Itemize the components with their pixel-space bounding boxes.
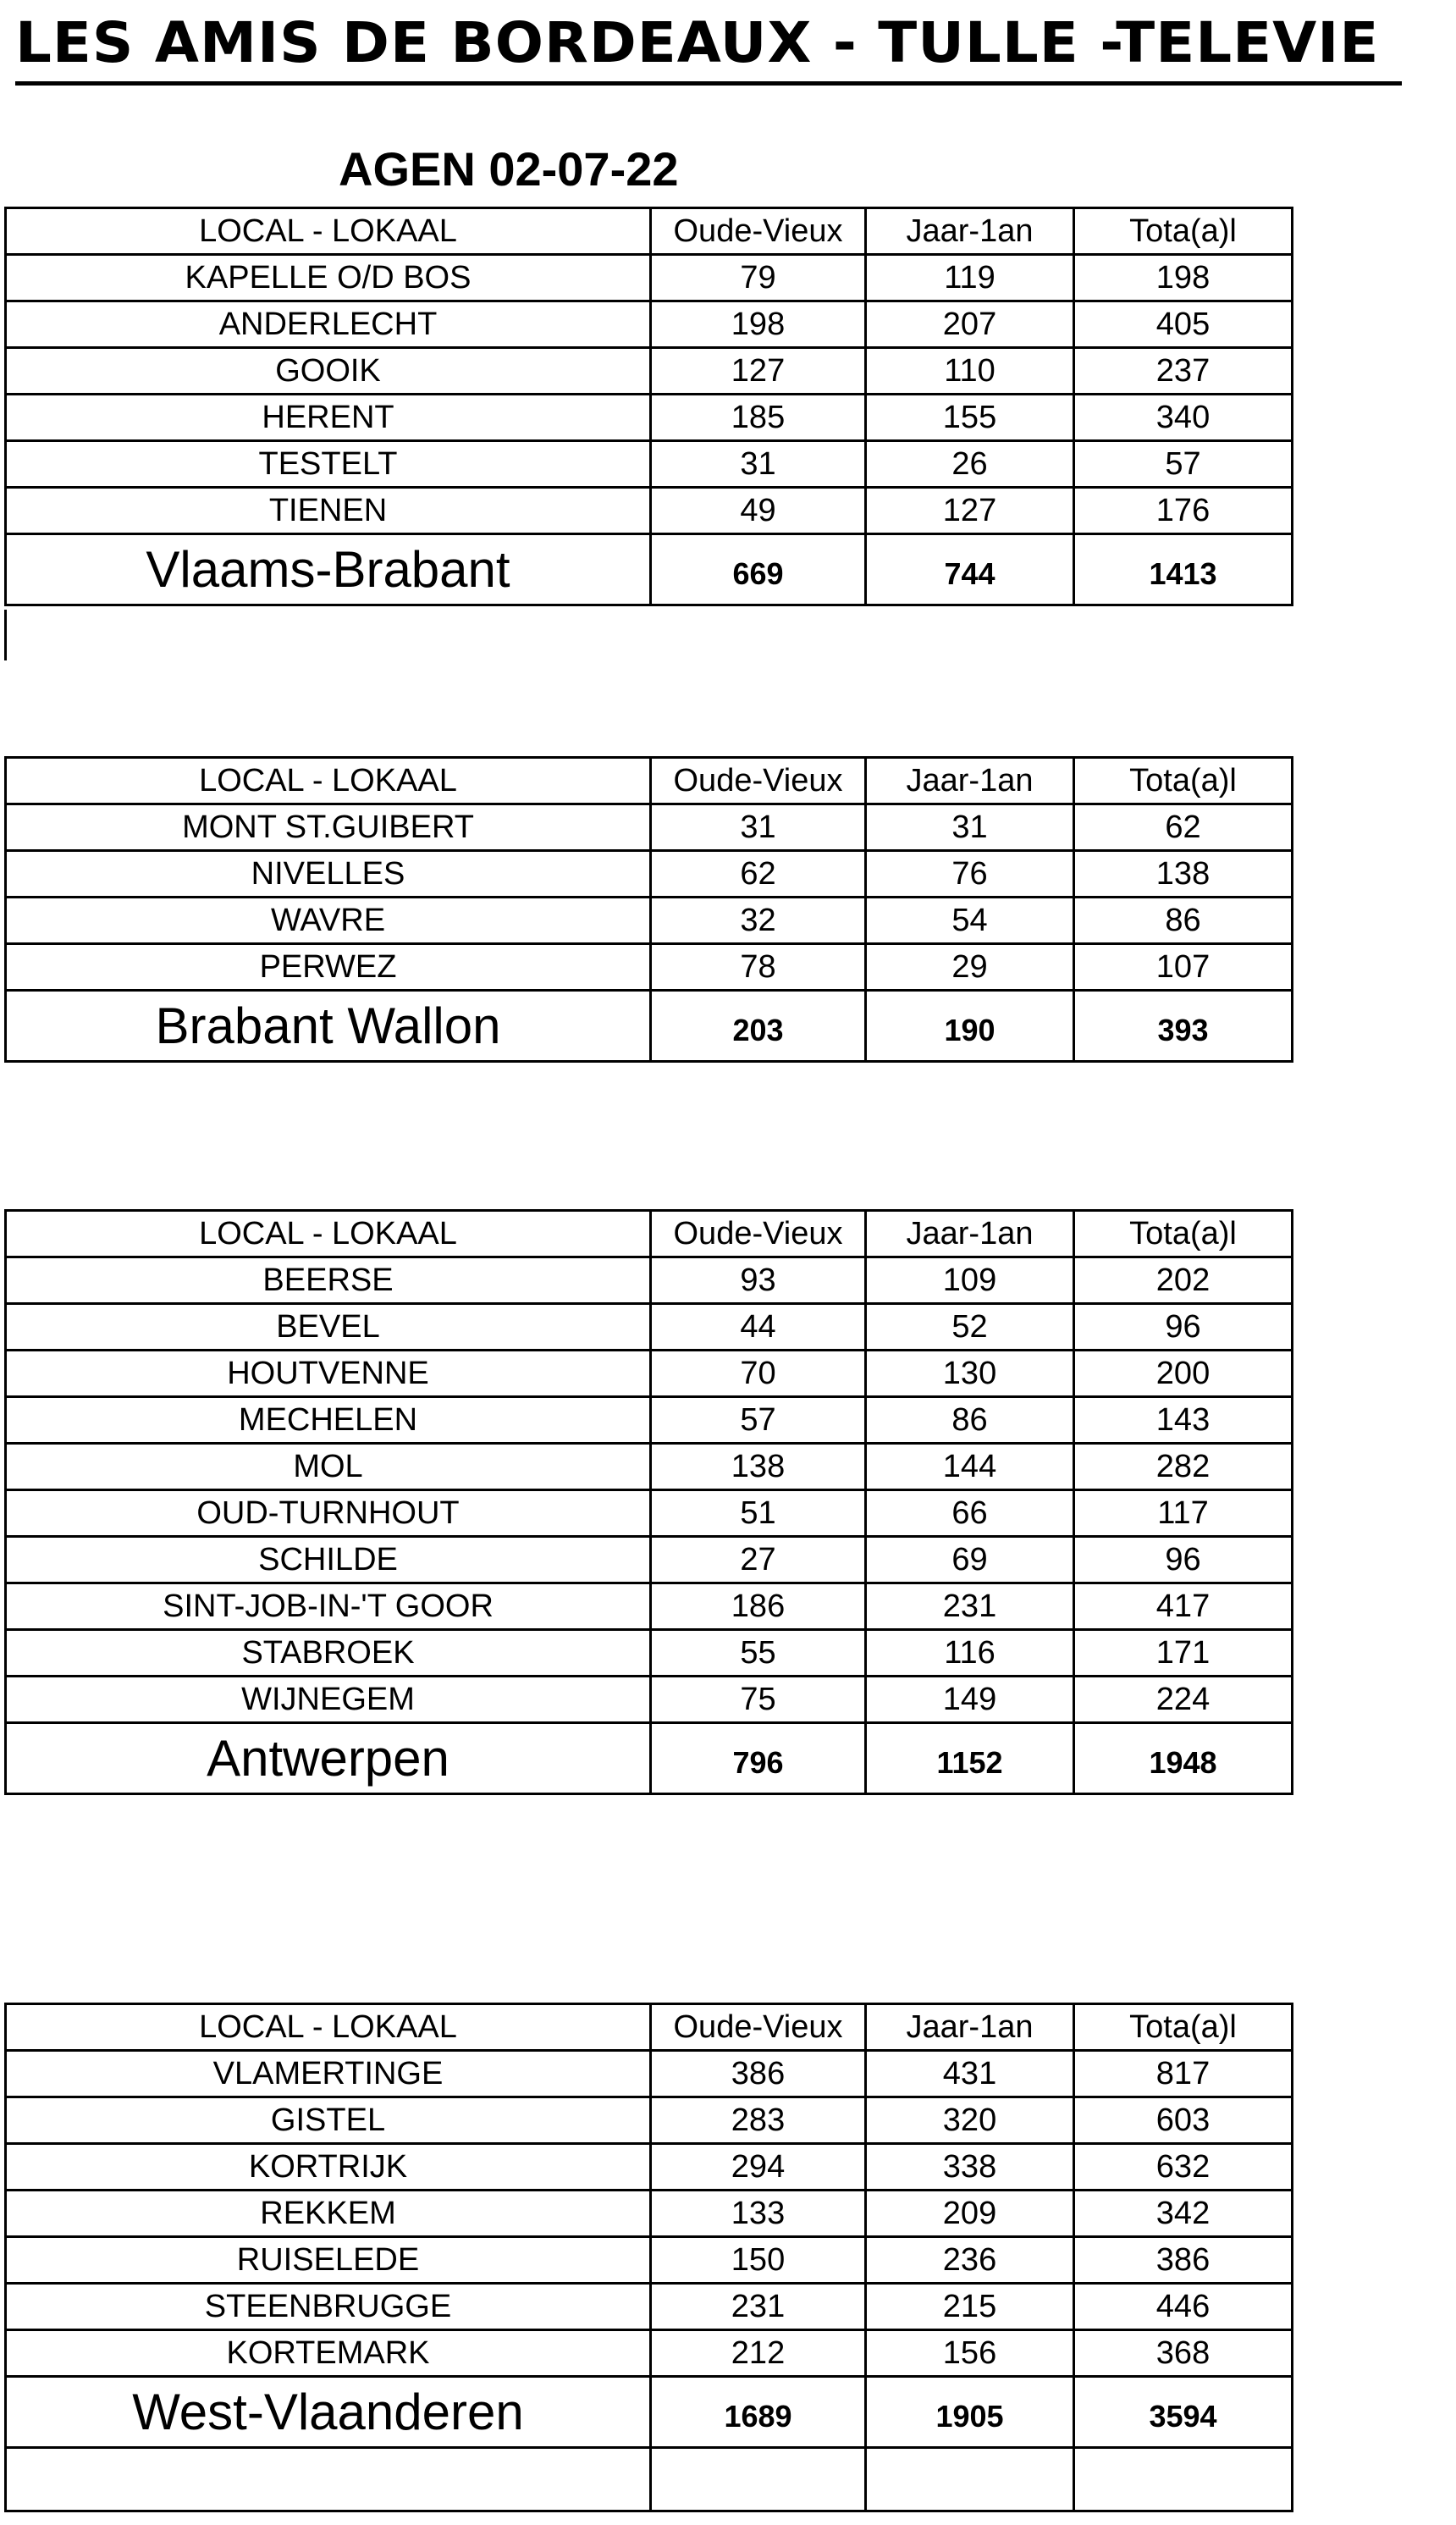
total-value: 446: [1074, 2284, 1293, 2330]
total-value: 176: [1074, 488, 1293, 534]
table-row: [6, 1351, 1293, 1397]
local-name: RUISELEDE: [6, 2237, 651, 2284]
jaar-value: 116: [866, 1630, 1074, 1677]
oude-value: 70: [651, 1351, 866, 1397]
header-local: LOCAL - LOKAAL: [6, 2004, 651, 2051]
table-row: [6, 944, 1293, 991]
jaar-value: 86: [866, 1397, 1074, 1444]
oude-value: 31: [651, 804, 866, 851]
jaar-value: 69: [866, 1537, 1074, 1583]
jaar-value: 31: [866, 804, 1074, 851]
table-row: [6, 348, 1293, 395]
table-row: [6, 1444, 1293, 1490]
jaar-value: 110: [866, 348, 1074, 395]
local-name: HERENT: [6, 395, 651, 441]
empty-row: [6, 2448, 1293, 2511]
table-row: [6, 2144, 1293, 2191]
region-name: Brabant Wallon: [6, 991, 651, 1062]
jaar-value: 144: [866, 1444, 1074, 1490]
total-value: 632: [1074, 2144, 1293, 2191]
jaar-value: 155: [866, 395, 1074, 441]
jaar-value: 119: [866, 255, 1074, 301]
total-value: 143: [1074, 1397, 1293, 1444]
table-row: [6, 851, 1293, 898]
total-value: 57: [1074, 441, 1293, 488]
region-total-row: [6, 534, 1293, 605]
table-row: [6, 1630, 1293, 1677]
table-header-row: [6, 208, 1293, 255]
table-row: [6, 1537, 1293, 1583]
header-totaal: Tota(a)l: [1074, 1211, 1293, 1257]
header-jaar-1an: Jaar-1an: [866, 2004, 1074, 2051]
page-title: LES AMIS DE BORDEAUX - TULLE -TELEVIE: [15, 10, 1380, 75]
total-value: 86: [1074, 898, 1293, 944]
total-value: 117: [1074, 1490, 1293, 1537]
table-header-row: [6, 2004, 1293, 2051]
header-local: LOCAL - LOKAAL: [6, 208, 651, 255]
table-row: [6, 1257, 1293, 1304]
jaar-value: 109: [866, 1257, 1074, 1304]
table-row: [6, 2191, 1293, 2237]
total-value: 96: [1074, 1304, 1293, 1351]
total-value: 200: [1074, 1351, 1293, 1397]
region-total-totaal: 1948: [1074, 1723, 1293, 1794]
table-row: [6, 2237, 1293, 2284]
oude-value: 93: [651, 1257, 866, 1304]
oude-value: 386: [651, 2051, 866, 2097]
total-value: 224: [1074, 1677, 1293, 1723]
local-name: GISTEL: [6, 2097, 651, 2144]
header-oude-vieux: Oude-Vieux: [651, 2004, 866, 2051]
table-header-row: [6, 758, 1293, 804]
local-name: STEENBRUGGE: [6, 2284, 651, 2330]
region-table-vlaams-brabant: [4, 207, 1293, 606]
local-name: VLAMERTINGE: [6, 2051, 651, 2097]
region-total-row: [6, 1723, 1293, 1794]
table-row: [6, 804, 1293, 851]
oude-value: 185: [651, 395, 866, 441]
jaar-value: 207: [866, 301, 1074, 348]
local-name: SINT-JOB-IN-'T GOOR: [6, 1583, 651, 1630]
oude-value: 150: [651, 2237, 866, 2284]
header-local: LOCAL - LOKAAL: [6, 1211, 651, 1257]
region-total-totaal: 3594: [1074, 2377, 1293, 2448]
jaar-value: 149: [866, 1677, 1074, 1723]
local-name: HOUTVENNE: [6, 1351, 651, 1397]
local-name: STABROEK: [6, 1630, 651, 1677]
oude-value: 62: [651, 851, 866, 898]
oude-value: 27: [651, 1537, 866, 1583]
region-table-brabant-wallon: [4, 756, 1293, 1063]
table-header-row: [6, 1211, 1293, 1257]
jaar-value: 338: [866, 2144, 1074, 2191]
jaar-value: 52: [866, 1304, 1074, 1351]
total-value: 202: [1074, 1257, 1293, 1304]
total-value: 417: [1074, 1583, 1293, 1630]
table-row: [6, 441, 1293, 488]
table-row: [6, 1677, 1293, 1723]
local-name: MOL: [6, 1444, 651, 1490]
region-total-jaar: 1905: [866, 2377, 1074, 2448]
total-value: 282: [1074, 1444, 1293, 1490]
total-value: 237: [1074, 348, 1293, 395]
oude-value: 31: [651, 441, 866, 488]
local-name: MECHELEN: [6, 1397, 651, 1444]
jaar-value: 236: [866, 2237, 1074, 2284]
local-name: BEERSE: [6, 1257, 651, 1304]
table-row: [6, 488, 1293, 534]
table-trailing-border: [4, 610, 7, 660]
oude-value: 127: [651, 348, 866, 395]
header-oude-vieux: Oude-Vieux: [651, 1211, 866, 1257]
oude-value: 78: [651, 944, 866, 991]
local-name: OUD-TURNHOUT: [6, 1490, 651, 1537]
oude-value: 186: [651, 1583, 866, 1630]
header-jaar-1an: Jaar-1an: [866, 758, 1074, 804]
header-jaar-1an: Jaar-1an: [866, 208, 1074, 255]
oude-value: 49: [651, 488, 866, 534]
local-name: BEVEL: [6, 1304, 651, 1351]
jaar-value: 26: [866, 441, 1074, 488]
total-value: 340: [1074, 395, 1293, 441]
total-value: 62: [1074, 804, 1293, 851]
local-name: KORTRIJK: [6, 2144, 651, 2191]
jaar-value: 130: [866, 1351, 1074, 1397]
region-total-jaar: 190: [866, 991, 1074, 1062]
table-row: [6, 2097, 1293, 2144]
header-jaar-1an: Jaar-1an: [866, 1211, 1074, 1257]
region-total-oude: 669: [651, 534, 866, 605]
oude-value: 44: [651, 1304, 866, 1351]
oude-value: 198: [651, 301, 866, 348]
jaar-value: 320: [866, 2097, 1074, 2144]
local-name: GOOIK: [6, 348, 651, 395]
table-row: [6, 395, 1293, 441]
table-row: [6, 1490, 1293, 1537]
total-value: 138: [1074, 851, 1293, 898]
jaar-value: 209: [866, 2191, 1074, 2237]
jaar-value: 76: [866, 851, 1074, 898]
local-name: NIVELLES: [6, 851, 651, 898]
region-total-oude: 796: [651, 1723, 866, 1794]
region-table-west-vlaanderen: [4, 2003, 1293, 2512]
jaar-value: 215: [866, 2284, 1074, 2330]
empty-cell: [651, 2448, 866, 2511]
total-value: 171: [1074, 1630, 1293, 1677]
total-value: 386: [1074, 2237, 1293, 2284]
table-row: [6, 898, 1293, 944]
local-name: REKKEM: [6, 2191, 651, 2237]
local-name: KAPELLE O/D BOS: [6, 255, 651, 301]
oude-value: 283: [651, 2097, 866, 2144]
oude-value: 55: [651, 1630, 866, 1677]
total-value: 198: [1074, 255, 1293, 301]
region-name: West-Vlaanderen: [6, 2377, 651, 2448]
header-totaal: Tota(a)l: [1074, 208, 1293, 255]
table-row: [6, 2051, 1293, 2097]
event-subtitle: AGEN 02-07-22: [339, 142, 679, 196]
table-row: [6, 1397, 1293, 1444]
table-row: [6, 1304, 1293, 1351]
jaar-value: 431: [866, 2051, 1074, 2097]
total-value: 603: [1074, 2097, 1293, 2144]
table-row: [6, 255, 1293, 301]
oude-value: 294: [651, 2144, 866, 2191]
jaar-value: 66: [866, 1490, 1074, 1537]
table-row: [6, 1583, 1293, 1630]
header-totaal: Tota(a)l: [1074, 2004, 1293, 2051]
jaar-value: 231: [866, 1583, 1074, 1630]
jaar-value: 54: [866, 898, 1074, 944]
jaar-value: 29: [866, 944, 1074, 991]
total-value: 107: [1074, 944, 1293, 991]
header-totaal: Tota(a)l: [1074, 758, 1293, 804]
region-total-oude: 203: [651, 991, 866, 1062]
local-name: PERWEZ: [6, 944, 651, 991]
oude-value: 231: [651, 2284, 866, 2330]
local-name: ANDERLECHT: [6, 301, 651, 348]
local-name: WAVRE: [6, 898, 651, 944]
region-total-jaar: 744: [866, 534, 1074, 605]
local-name: TESTELT: [6, 441, 651, 488]
oude-value: 133: [651, 2191, 866, 2237]
oude-value: 79: [651, 255, 866, 301]
total-value: 817: [1074, 2051, 1293, 2097]
empty-cell: [1074, 2448, 1293, 2511]
table-row: [6, 2284, 1293, 2330]
region-total-row: [6, 2377, 1293, 2448]
header-oude-vieux: Oude-Vieux: [651, 208, 866, 255]
region-name: Antwerpen: [6, 1723, 651, 1794]
oude-value: 32: [651, 898, 866, 944]
oude-value: 212: [651, 2330, 866, 2377]
local-name: KORTEMARK: [6, 2330, 651, 2377]
total-value: 368: [1074, 2330, 1293, 2377]
region-total-totaal: 393: [1074, 991, 1293, 1062]
local-name: MONT ST.GUIBERT: [6, 804, 651, 851]
local-name: WIJNEGEM: [6, 1677, 651, 1723]
total-value: 342: [1074, 2191, 1293, 2237]
region-table-antwerpen: [4, 1209, 1293, 1795]
oude-value: 138: [651, 1444, 866, 1490]
oude-value: 51: [651, 1490, 866, 1537]
local-name: TIENEN: [6, 488, 651, 534]
region-total-row: [6, 991, 1293, 1062]
oude-value: 75: [651, 1677, 866, 1723]
total-value: 405: [1074, 301, 1293, 348]
total-value: 96: [1074, 1537, 1293, 1583]
region-total-jaar: 1152: [866, 1723, 1074, 1794]
region-total-totaal: 1413: [1074, 534, 1293, 605]
region-name: Vlaams-Brabant: [6, 534, 651, 605]
local-name: SCHILDE: [6, 1537, 651, 1583]
jaar-value: 156: [866, 2330, 1074, 2377]
oude-value: 57: [651, 1397, 866, 1444]
table-row: [6, 2330, 1293, 2377]
empty-cell: [866, 2448, 1074, 2511]
header-oude-vieux: Oude-Vieux: [651, 758, 866, 804]
jaar-value: 127: [866, 488, 1074, 534]
empty-cell: [6, 2448, 651, 2511]
header-local: LOCAL - LOKAAL: [6, 758, 651, 804]
region-total-oude: 1689: [651, 2377, 866, 2448]
title-underline: [15, 81, 1402, 86]
table-row: [6, 301, 1293, 348]
